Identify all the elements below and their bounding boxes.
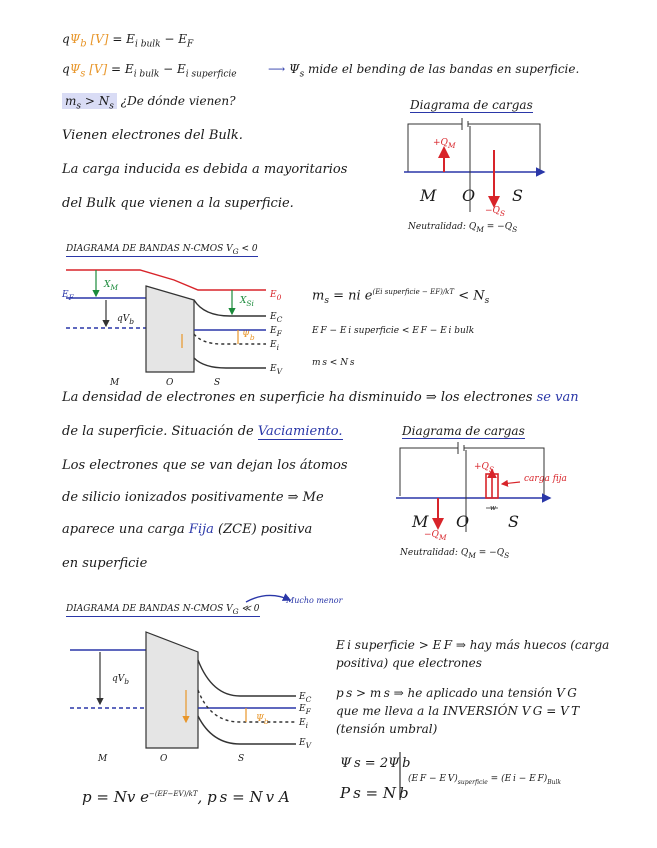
bands1-ec: $E_C$ <box>270 312 283 324</box>
diag2-circuit <box>400 442 544 496</box>
bands1-ei: $E_i$ <box>270 340 279 352</box>
right2-psis: Ψ s = 2Ψ b <box>340 756 411 771</box>
bands1-xsi: $X_{Si}$ <box>240 296 254 308</box>
diag2-o: O <box>456 512 470 531</box>
diag1-circuit <box>408 118 540 172</box>
bands2-drawing <box>70 595 296 748</box>
right2-line1: E i superficie > E F ⇒ hay más huecos (carga <box>336 638 610 652</box>
para2-line5: aparece una carga Fija (ZCE) positiva <box>62 522 313 537</box>
diag2-m: M <box>412 512 429 531</box>
bands2-ec: $E_C$ <box>299 692 312 704</box>
bands1-ev: $E_V$ <box>270 364 282 376</box>
diag1-s: S <box>512 186 523 205</box>
eq1: $m_s$ = ni $e^{(Ei superficie - EF)/kT} < N_s$ <box>312 288 490 306</box>
bands2-ev: $E_V$ <box>299 738 311 750</box>
diag1-charge-bottom: $-Q_S$ <box>485 206 506 218</box>
diag2-neutrality: Neutralidad: $Q_M = -Q_S$ <box>400 548 510 560</box>
right2-line4: que me lleva a la INVERSIÓN V G = V T <box>336 704 580 718</box>
right2-line5: (tensión umbral) <box>336 722 438 736</box>
bands1-ef: $E_F$ <box>270 326 282 338</box>
bottom-equation: p = Nv $e^{-(EF-EV)/kT}$, p s = N v A <box>82 788 290 806</box>
bands1-title: DIAGRAMA DE BANDAS N-CMOS $V_G < 0$ <box>66 244 258 256</box>
diag2-charge-top: $+Q_S$ <box>474 462 495 474</box>
eq2: E F − E i superficie < E F − E i bulk <box>312 326 475 336</box>
bands2-ef: $E_F$ <box>299 704 311 716</box>
para2-line2: de la superficie. Situación de Vaciamiento. <box>62 424 343 439</box>
diag1-charge-top: $+Q_M$ <box>433 138 456 150</box>
para1-line1: Vienen electrones del Bulk. <box>62 128 243 143</box>
diag1-neutrality: Neutralidad: $Q_M = -Q_S$ <box>408 222 518 234</box>
para2-line6: en superficie <box>62 556 148 571</box>
diag1-o: O <box>462 186 476 205</box>
bands1-qvb: $qV_b$ <box>117 314 135 326</box>
right2-line2: positiva) que electrones <box>336 656 482 670</box>
para1-line2: La carga inducida es debida a mayoritarios <box>62 162 348 177</box>
right2-line3: p s > m s ⇒ he aplicado una tensión V G <box>336 686 577 700</box>
bands2-m: M <box>98 754 108 764</box>
diag2-s: S <box>508 512 519 531</box>
diag2-charge-label: carga fija <box>524 474 567 484</box>
bands1-e0: $E_0$ <box>270 290 282 302</box>
bands2-qvb: $qV_b$ <box>112 674 130 686</box>
bands1-xm: $X_M$ <box>104 280 119 292</box>
para1-line3: del Bulk que vienen a la superficie. <box>62 196 294 211</box>
question-line: $m_s > N_s$ ¿De dónde vienen? <box>62 94 236 111</box>
eq3: m s < N s <box>312 358 355 368</box>
bands2-s: S <box>238 754 245 764</box>
para2-line4: de silicio ionizados positivamente ⇒ Me <box>62 490 324 505</box>
bands1-m: M <box>110 378 120 388</box>
diag1-m: M <box>420 186 437 205</box>
para2-line3: Los electrones que se van dejan los átomos <box>62 458 348 473</box>
bands2-o: O <box>160 754 168 764</box>
psi-b-definition: $q\Psi_b$ $[V] = E_{i bulk} - E_F$ <box>62 32 194 50</box>
bending-note: ⟶ $\Psi_s$ mide el bending de las bandas en superficie. <box>268 62 580 80</box>
diag2-title: Diagrama de cargas <box>402 424 525 438</box>
bands1-ef-left: $E_F$ <box>62 290 74 302</box>
diag1-title: Diagrama de cargas <box>410 98 533 112</box>
para2-line1: La densidad de electrones en superficie ha disminuido ⇒ los electrones se van <box>62 390 579 405</box>
diag2-charge-bottom: $-Q_M$ <box>424 530 447 542</box>
diag2-label-arrow <box>502 482 520 484</box>
bands1-psib: $\Psi_b$ <box>242 330 255 342</box>
psi-s-definition: $q\Psi_s$ $[V] = E_{i bulk} - E_{i superficie}$ <box>62 62 237 80</box>
right2-ps: P s = N b <box>340 784 409 802</box>
bands2-title: DIAGRAMA DE BANDAS N-CMOS $V_G$ ≪ 0 <box>66 604 260 616</box>
bands2-ei: $E_i$ <box>299 718 308 730</box>
bands2-note: Mucho menor <box>286 596 343 605</box>
bands1-s: S <box>214 378 221 388</box>
bands1-o: O <box>166 378 174 388</box>
diag2-width: w <box>490 504 496 512</box>
right2-equality: (E F − E $V)_{superficie} = (E$ i − E $F)_{Bulk}$ <box>408 774 562 786</box>
bands2-psib: $\Psi_b$ <box>256 714 269 726</box>
